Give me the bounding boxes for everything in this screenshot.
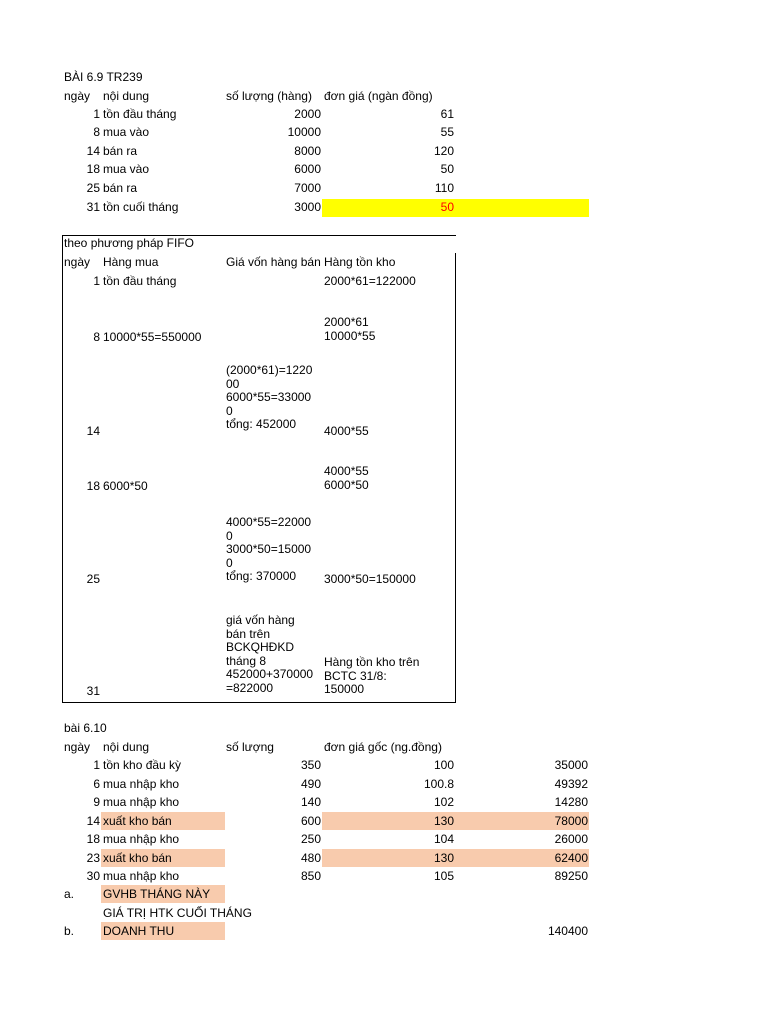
b69-row-day: 8 xyxy=(93,125,100,139)
b610-row-qty: 140 xyxy=(300,795,321,809)
b610-row-content: xuất kho bán xyxy=(103,851,172,865)
fifo-row-stock: 4000*55 xyxy=(324,424,369,438)
b610-b-value: 140400 xyxy=(547,924,588,938)
b69-row-content: bán ra xyxy=(103,144,138,158)
b69-row-price: 61 xyxy=(440,107,454,121)
fifo-row-day: 31 xyxy=(86,684,100,698)
b69-row-qty: 3000 xyxy=(294,200,321,214)
fifo-header-cogs: Giá vốn hàng bán xyxy=(226,255,321,269)
b69-title: BÀI 6.9 TR239 xyxy=(64,70,143,84)
b69-row-content: mua vào xyxy=(103,125,150,139)
b610-row-total: 35000 xyxy=(554,758,588,772)
b610-row-day: 14 xyxy=(86,814,100,828)
b610-b-label: b. xyxy=(64,924,75,938)
b610-a-item2: GIÁ TRỊ HTK CUỐI THÁNG xyxy=(103,906,252,920)
fifo-row-cogs: giá vốn hàng bán trên BCKQHĐKD tháng 8 452000+370000 =822000 xyxy=(226,613,314,695)
b610-row-total: 62400 xyxy=(554,851,588,865)
b69-header-price: đơn giá (ngàn đồng) xyxy=(324,89,433,103)
b610-row-price: 100 xyxy=(433,758,454,772)
b610-row-qty: 480 xyxy=(300,851,321,865)
fifo-row-stock: Hàng tồn kho trên BCTC 31/8: 150000 xyxy=(324,655,420,696)
fifo-row-cogs: 4000*55=22000 0 3000*50=15000 0 tổng: 370000 xyxy=(226,515,312,583)
b610-row-content: mua nhập kho xyxy=(103,869,180,883)
b69-row-day: 14 xyxy=(86,144,100,158)
b69-row-price: 110 xyxy=(434,181,454,195)
b69-row-qty: 7000 xyxy=(294,181,321,195)
b610-row-price: 100.8 xyxy=(423,777,454,791)
b610-row-total: 49392 xyxy=(554,777,588,791)
b610-row-qty: 600 xyxy=(300,814,321,828)
b69-header-content: nội dung xyxy=(103,89,150,103)
b610-row-content: mua nhập kho xyxy=(103,795,180,809)
b610-a-item1: GVHB THÁNG NÀY xyxy=(103,887,211,901)
b610-row-day: 6 xyxy=(93,777,100,791)
fifo-row-day: 18 xyxy=(86,479,100,493)
b69-row-content: tồn cuối tháng xyxy=(103,200,179,214)
b69-header-day: ngày xyxy=(64,89,91,103)
b69-row-qty: 6000 xyxy=(294,162,321,176)
b69-row-qty: 2000 xyxy=(294,107,321,121)
b610-row-content: xuất kho bán xyxy=(103,814,172,828)
fifo-row-stock: 4000*55 6000*50 xyxy=(324,464,369,492)
b69-row-day: 18 xyxy=(86,162,100,176)
b610-row-content: mua nhập kho xyxy=(103,777,180,791)
b610-header-qty: số lượng xyxy=(226,740,274,754)
fifo-row-day: 14 xyxy=(86,424,100,438)
b610-row-qty: 850 xyxy=(300,869,321,883)
b610-b-item: DOANH THU xyxy=(103,924,175,938)
b69-row-day: 1 xyxy=(93,107,100,121)
b610-a-label: a. xyxy=(64,887,75,901)
b610-row-qty: 250 xyxy=(300,832,321,846)
b610-row-qty: 490 xyxy=(300,777,321,791)
b69-row-qty: 10000 xyxy=(287,125,321,139)
b610-header-content: nội dung xyxy=(103,740,150,754)
b69-row-day: 25 xyxy=(86,181,100,195)
b69-row-content: mua vào xyxy=(103,162,150,176)
b69-header-qty: số lượng (hàng) xyxy=(226,89,312,103)
b610-header-day: ngày xyxy=(64,740,91,754)
b610-header-price: đơn giá gốc (ng.đồng) xyxy=(324,740,442,754)
b69-row-price: 50 xyxy=(440,200,454,214)
fifo-border-right xyxy=(455,253,456,703)
b610-row-price: 130 xyxy=(433,814,454,828)
fifo-border-bottom xyxy=(62,702,456,703)
b69-row-content: bán ra xyxy=(103,181,138,195)
fifo-row-day: 25 xyxy=(86,572,100,586)
fifo-border-left xyxy=(62,235,63,703)
b69-row-price: 120 xyxy=(433,144,454,158)
fifo-row-cogs: (2000*61)=1220 00 6000*55=33000 0 tổng: 452000 xyxy=(226,363,313,431)
b610-row-day: 30 xyxy=(86,869,100,883)
fifo-row-stock: 2000*61=122000 xyxy=(324,274,416,288)
b610-row-day: 23 xyxy=(86,851,100,865)
b610-title: bài 6.10 xyxy=(64,721,107,735)
b610-row-total: 14280 xyxy=(554,795,588,809)
b610-row-qty: 350 xyxy=(300,758,321,772)
fifo-header-stock: Hàng tồn kho xyxy=(324,255,396,269)
b69-row-day: 31 xyxy=(86,200,100,214)
fifo-row-stock: 2000*61 10000*55 xyxy=(324,315,376,343)
fifo-row-buy: tồn đầu tháng xyxy=(103,274,177,288)
b610-row-price: 130 xyxy=(433,851,454,865)
fifo-row-buy: 10000*55=550000 xyxy=(103,330,202,344)
fifo-row-stock: 3000*50=150000 xyxy=(324,572,416,586)
b69-row-price: 55 xyxy=(440,125,454,139)
b610-row-total: 26000 xyxy=(554,832,588,846)
fifo-header-buy: Hàng mua xyxy=(103,255,159,269)
b69-row-price: 50 xyxy=(440,162,454,176)
b69-row-content: tồn đầu tháng xyxy=(103,107,177,121)
fifo-header-day: ngày xyxy=(64,255,91,269)
fifo-title: theo phương pháp FIFO xyxy=(64,236,194,250)
b69-row-qty: 8000 xyxy=(294,144,321,158)
b610-row-day: 18 xyxy=(86,832,100,846)
fifo-row-day: 1 xyxy=(93,274,100,288)
b610-row-total: 78000 xyxy=(554,814,588,828)
b610-row-price: 104 xyxy=(433,832,454,846)
fifo-row-buy: 6000*50 xyxy=(103,479,148,493)
fifo-row-day: 8 xyxy=(93,330,100,344)
b610-row-day: 9 xyxy=(93,795,100,809)
b610-row-day: 1 xyxy=(93,758,100,772)
b610-row-price: 105 xyxy=(433,869,454,883)
b610-row-price: 102 xyxy=(433,795,454,809)
b610-row-content: mua nhập kho xyxy=(103,832,180,846)
b610-row-content: tồn kho đầu kỳ xyxy=(103,758,182,772)
b610-row-total: 89250 xyxy=(554,869,588,883)
